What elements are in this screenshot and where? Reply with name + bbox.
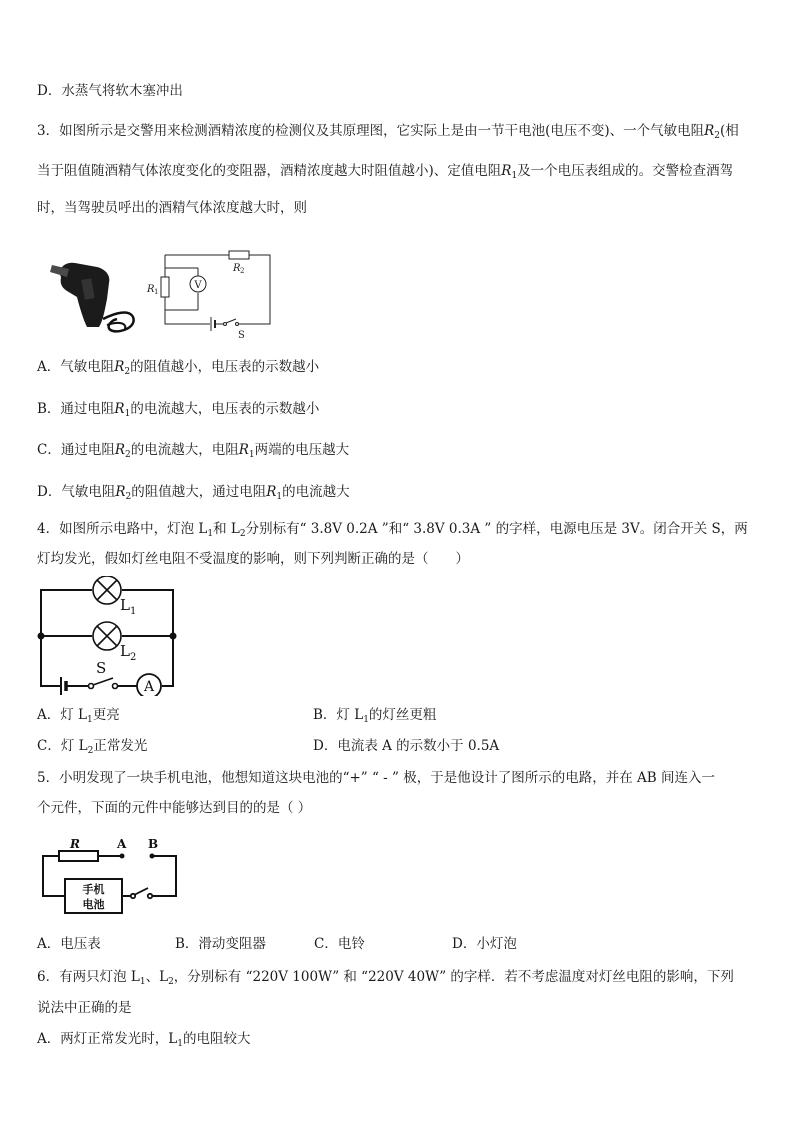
r2-sub: 2 xyxy=(240,267,245,275)
q3-option-a: A．气敏电阻$R_2$的阻值越小，电压表的示数越小 xyxy=(37,359,320,377)
q3-stem-line1: 3．如图所示是交警用来检测酒精浓度的检测仪及其原理图，它实际上是由一节干电池(电压不变)、一个气敏电阻$R_2$(相 xyxy=(37,123,739,141)
q4-option-b: B．灯 $L_1$的灯丝更粗 xyxy=(313,707,437,725)
q3-option-c: C．通过电阻$R_2$的电流越大，电阻$R_1$两端的电压越大 xyxy=(37,442,350,460)
phone-battery-label-2: 电池 xyxy=(82,898,105,911)
r1-sub: 1 xyxy=(154,288,159,296)
r1-label: R xyxy=(147,284,155,295)
q2-option-d: D．水蒸气将软木塞冲出 xyxy=(37,83,183,99)
q5-option-b: B．滑动变阻器 xyxy=(175,936,266,952)
q4-stem-line2: 灯均发光，假如灯丝电阻不受温度的影响，则下列判断正确的是（ ） xyxy=(37,551,469,567)
q4-option-d: D．电流表 A 的示数小于 0.5A xyxy=(313,738,500,754)
breathalyzer-device-image xyxy=(47,239,139,335)
q6-option-a: A．两灯正常发光时，$L_1$的电阻较大 xyxy=(37,1031,251,1049)
battery-symbol xyxy=(211,317,215,331)
q6-stem-line1: 6．有两只灯泡 $L_1$、$L_2$，分别标有 “220V 100W” 和 “220V 40W” 的字样．若不考虑温度对灯丝电阻的影响，下列 xyxy=(37,969,734,987)
voltmeter-label: V xyxy=(194,280,202,291)
lamp-l2-symbol xyxy=(93,622,121,650)
q4-circuit-diagram xyxy=(36,576,180,696)
q5-circuit-diagram xyxy=(38,835,184,917)
q4-option-c: C．灯 $L_2$正常发光 xyxy=(37,738,148,756)
r2-label: R xyxy=(233,263,241,274)
lamp-l1-symbol xyxy=(93,576,121,604)
battery-symbol xyxy=(61,677,66,695)
switch-label: S xyxy=(96,659,107,677)
q5-stem-line1: 5．小明发现了一块手机电池，他想知道这块电池的“+” “ - ” 极，于是他设计了图所示的电路，并在 AB 间连入一 xyxy=(37,770,715,786)
l2-label: L xyxy=(120,642,130,660)
l2-sub: 2 xyxy=(130,652,137,663)
q5-option-c: C．电铃 xyxy=(314,936,365,952)
q5-option-d: D．小灯泡 xyxy=(452,936,517,952)
switch-symbol xyxy=(215,319,239,326)
q5-stem-line2: 个元件，下面的元件中能够达到目的的是（ ） xyxy=(37,800,312,816)
l1-sub: 1 xyxy=(130,606,137,617)
q3-circuit-diagram xyxy=(140,244,274,342)
q3-stem-line2: 当于阻值随酒精气体浓度变化的变阻器，酒精浓度越大时阻值越小)、定值电阻$R_1$及一个电压表组成的。交警检查酒驾 xyxy=(37,163,734,181)
q3-option-d: D．气敏电阻$R_2$的阻值越大，通过电阻$R_1$的电流越大 xyxy=(37,484,350,502)
q3-option-b: B．通过电阻$R_1$的电流越大，电压表的示数越小 xyxy=(37,401,320,419)
resistor-r xyxy=(59,851,98,861)
q3-stem-line3: 时，当驾驶员呼出的酒精气体浓度越大时，则 xyxy=(37,200,307,216)
r2-resistor xyxy=(229,251,249,259)
r1-resistor xyxy=(161,277,169,297)
resistor-label: R xyxy=(70,837,80,851)
phone-battery-label-1: 手机 xyxy=(82,883,105,896)
q6-stem-line2: 说法中正确的是 xyxy=(37,1000,132,1016)
ammeter-label: A xyxy=(143,679,155,695)
switch-symbol xyxy=(89,678,118,689)
terminal-a-label: A xyxy=(117,837,127,851)
l1-label: L xyxy=(120,596,130,614)
q5-option-a: A．电压表 xyxy=(37,936,101,952)
q4-stem-line1: 4．如图所示电路中，灯泡 $L_1$和 $L_2$分别标有“ 3.8V 0.2A ”和“ 3.8V 0.3A ” 的字样，电源电压是 3V。闭合开关 S，两 xyxy=(37,521,748,539)
switch-label: S xyxy=(238,330,245,341)
q4-option-a: A．灯 $L_1$更亮 xyxy=(37,707,120,725)
switch-symbol xyxy=(131,888,152,898)
terminal-b-label: B xyxy=(148,837,159,851)
